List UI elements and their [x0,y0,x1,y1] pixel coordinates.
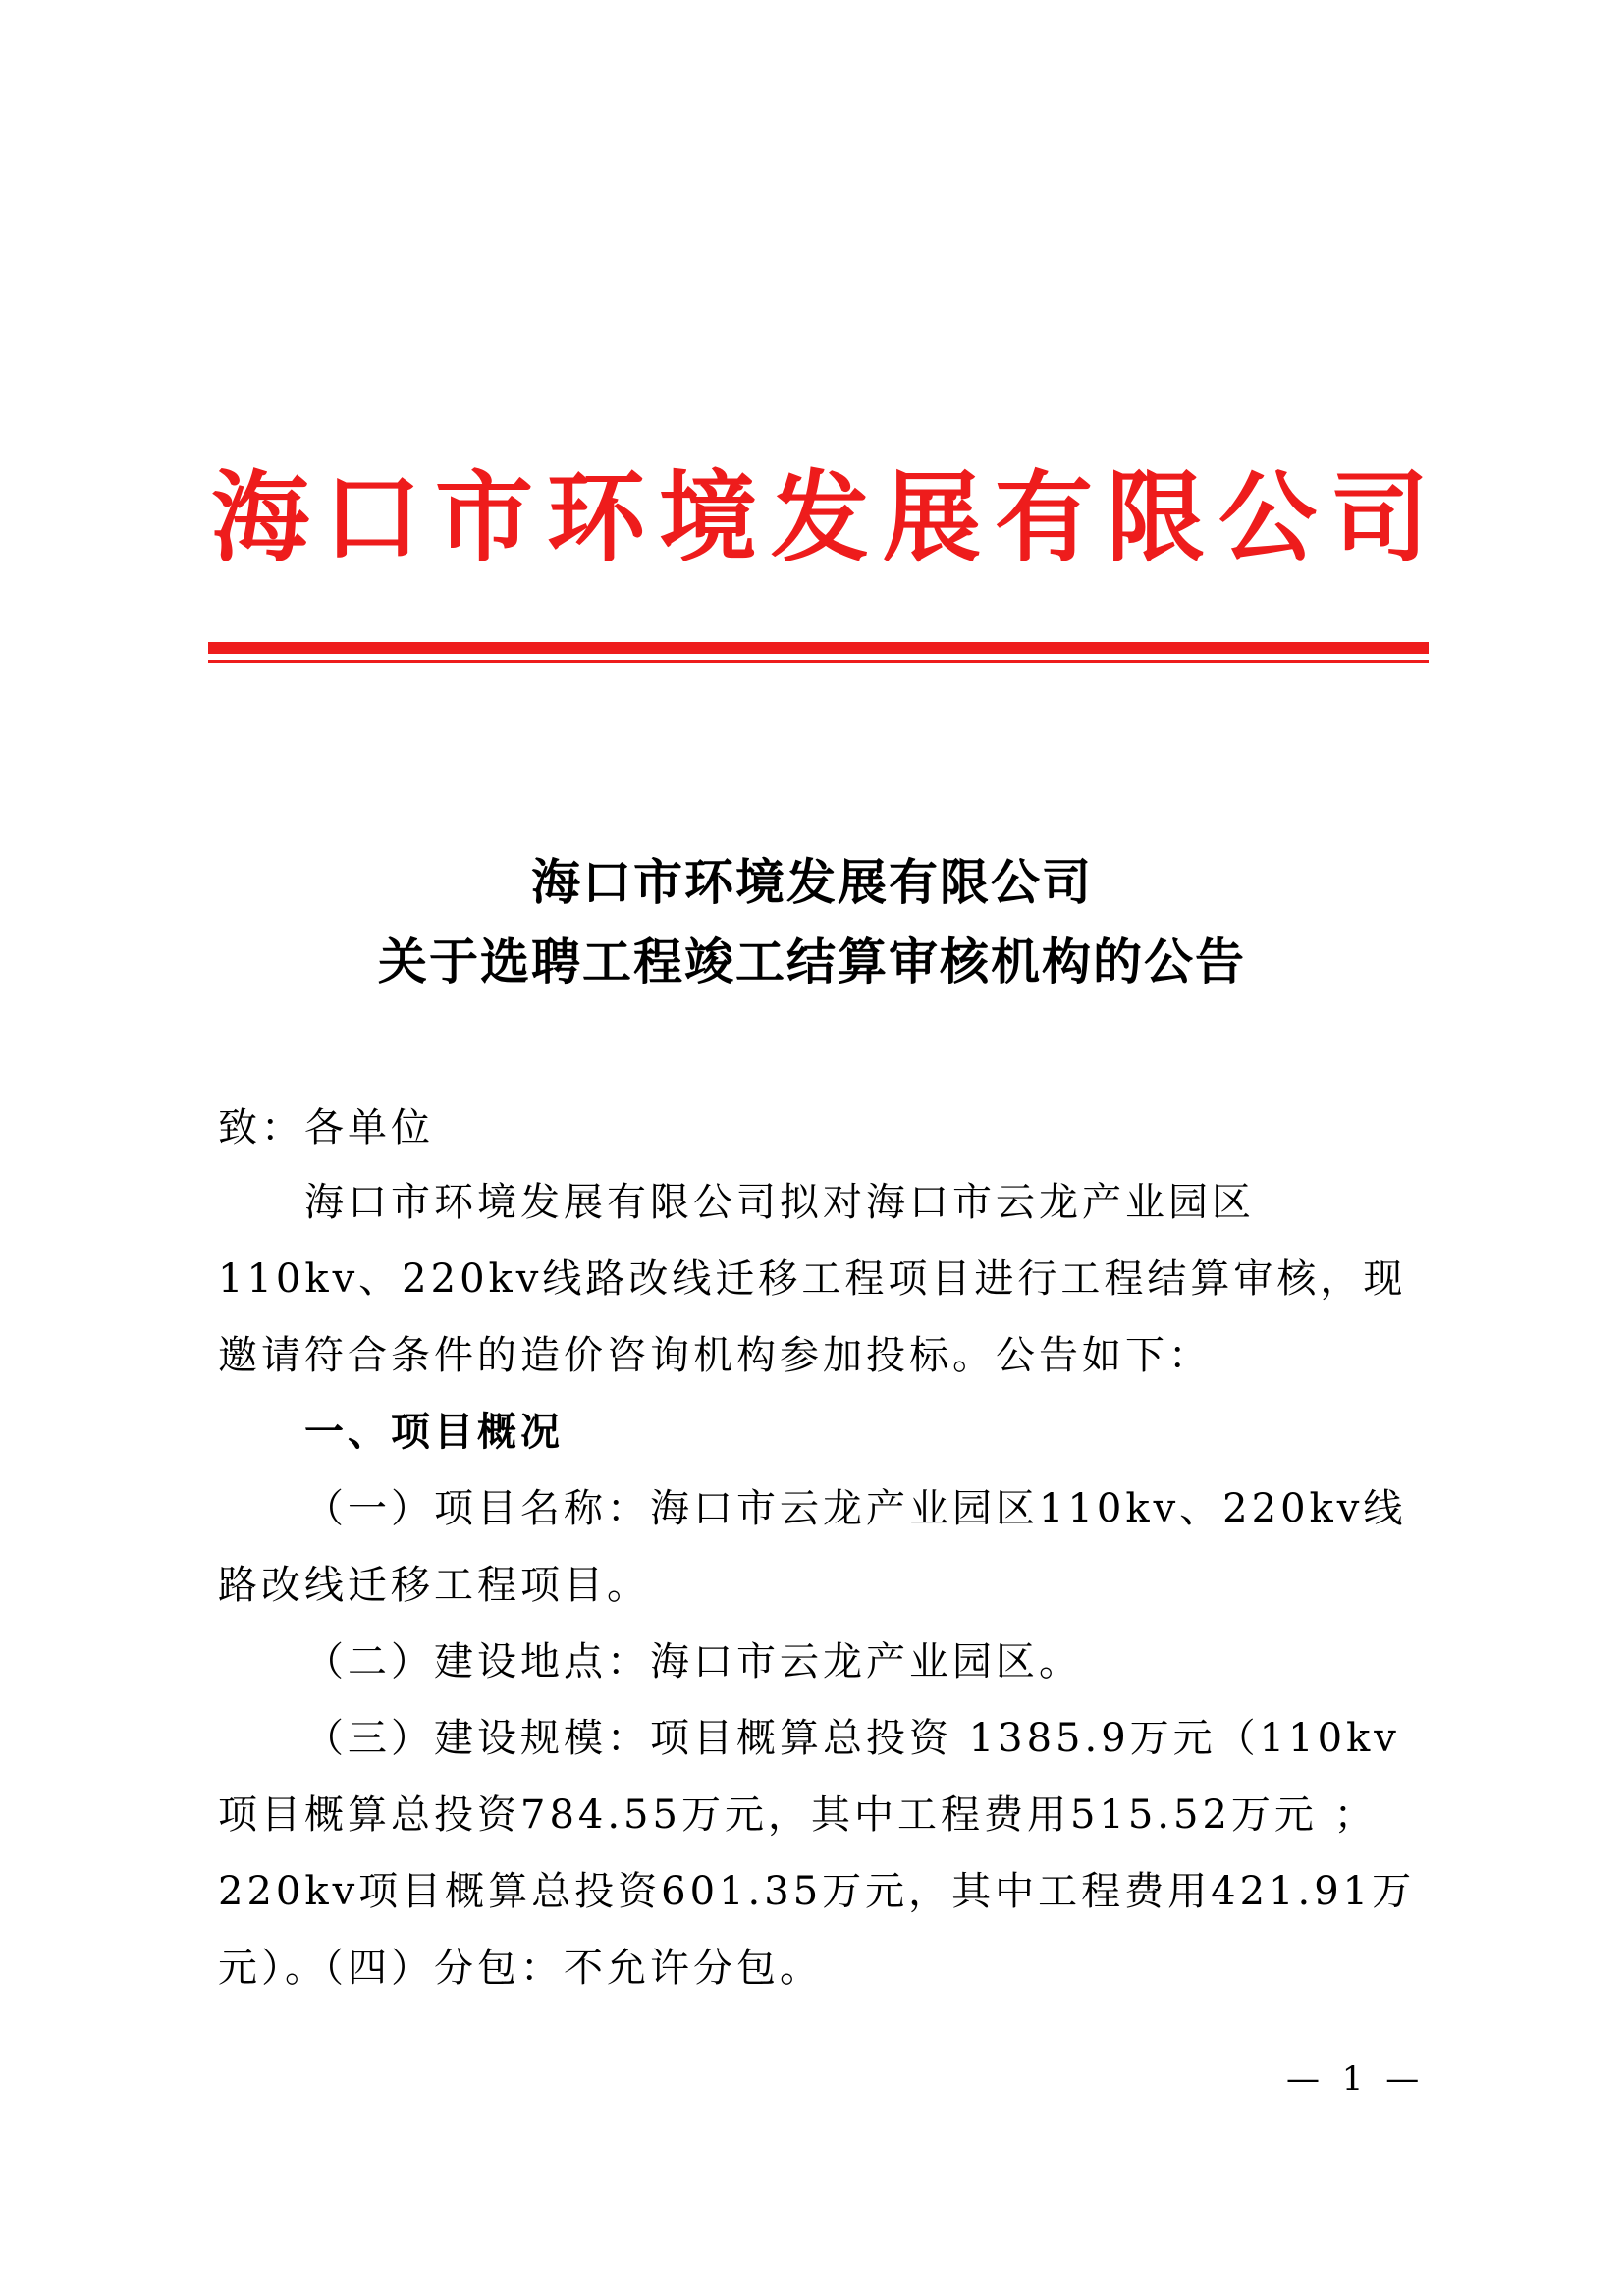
letterhead-char: 限 [1107,459,1205,575]
letterhead-char: 发 [771,459,869,575]
letterhead-divider-thin [208,660,1429,663]
intro-paragraph: 海口市环境发展有限公司拟对海口市云龙产业园区110kv、220kv线路改线迁移工程项目进行工程结算审核，现邀请符合条件的造价咨询机构参加投标。公告如下： [218,1180,1407,1378]
item-construction-location: （二）建设地点：海口市云龙产业园区。 [304,1639,1082,1684]
letterhead-char: 口 [323,459,421,575]
letterhead-char: 环 [547,459,645,575]
letterhead-char: 市 [435,459,533,575]
section-heading-project-overview: 一、项目概况 [304,1410,564,1455]
document-title-line2: 关于选聘工程竣工结算审核机构的公告 [378,934,1246,990]
item-project-name: （一）项目名称：海口市云龙产业园区110kv、220kv线路改线迁移工程项目。 [218,1486,1407,1608]
item-construction-scale: （三）建设规模：项目概算总投资 1385.9万元（110kv项目概算总投资784.55万元，其中工程费用515.52万元 ；220kv项目概算总投资601.35万元，其中工程费用421.91万元）。 [218,1716,1416,1991]
letterhead-divider-thick [208,642,1429,654]
letterhead-char: 境 [659,459,757,575]
letterhead-char: 海 [211,459,309,575]
salutation: 致：各单位 [218,1105,434,1150]
document-title-line1: 海口市环境发展有限公司 [531,854,1093,911]
item-subcontracting: （四）分包：不允许分包。 [304,1946,823,1991]
letterhead-char: 有 [995,459,1093,575]
letterhead-char: 公 [1218,459,1317,575]
letterhead-char: 司 [1330,459,1429,575]
page-number: — 1 — [1286,2059,1426,2099]
letterhead-company-name [211,459,1429,575]
letterhead-char: 展 [883,459,981,575]
